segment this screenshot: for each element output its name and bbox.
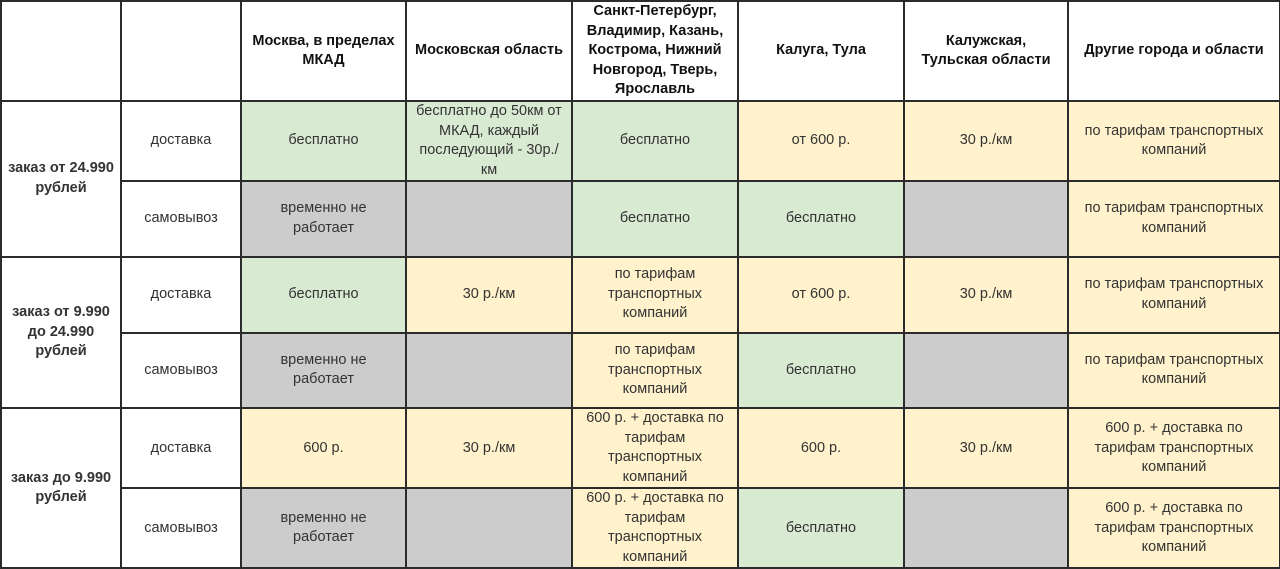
table-row bbox=[1, 488, 1280, 568]
price-cell: по тарифам транспортных компаний bbox=[572, 257, 738, 333]
price-cell: бесплатно bbox=[738, 333, 904, 409]
header-other-cities: Другие города и области bbox=[1068, 1, 1280, 101]
price-cell: по тарифам транспортных компаний bbox=[1068, 101, 1280, 181]
price-cell: временно не работает bbox=[241, 181, 406, 257]
price-cell: от 600 р. bbox=[738, 257, 904, 333]
price-cell: от 600 р. bbox=[738, 101, 904, 181]
price-cell: бесплатно до 50км от МКАД, каждый последующий - 30р./км bbox=[406, 101, 572, 181]
price-cell: по тарифам транспортных компаний bbox=[572, 333, 738, 409]
price-cell: 30 р./км bbox=[406, 257, 572, 333]
header-moscow-mkad: Москва, в пределах МКАД bbox=[241, 1, 406, 101]
method-label: самовывоз bbox=[121, 488, 241, 568]
price-cell bbox=[904, 488, 1068, 568]
price-cell bbox=[406, 488, 572, 568]
price-cell: по тарифам транспортных компаний bbox=[1068, 181, 1280, 257]
method-label: доставка bbox=[121, 408, 241, 488]
price-cell: временно не работает bbox=[241, 488, 406, 568]
price-cell bbox=[406, 181, 572, 257]
price-cell: 30 р./км bbox=[904, 257, 1068, 333]
price-cell: 30 р./км bbox=[406, 408, 572, 488]
order-tier-label: заказ до 9.990 рублей bbox=[1, 408, 121, 568]
price-cell: 30 р./км bbox=[904, 101, 1068, 181]
order-tier-label: заказ от 9.990 до 24.990 рублей bbox=[1, 257, 121, 409]
price-cell bbox=[904, 333, 1068, 409]
price-cell: по тарифам транспортных компаний bbox=[1068, 333, 1280, 409]
header-empty-group bbox=[1, 1, 121, 101]
table-row bbox=[1, 257, 1280, 333]
header-row bbox=[1, 1, 1280, 101]
order-tier-label: заказ от 24.990 рублей bbox=[1, 101, 121, 257]
method-label: самовывоз bbox=[121, 333, 241, 409]
price-cell: 600 р. bbox=[738, 408, 904, 488]
header-spb-and-cities: Санкт-Петербург, Владимир, Казань, Кострома, Нижний Новгород, Тверь, Ярославль bbox=[572, 1, 738, 101]
header-moscow-region: Московская область bbox=[406, 1, 572, 101]
price-cell: бесплатно bbox=[241, 257, 406, 333]
table-row bbox=[1, 333, 1280, 409]
price-cell: 600 р. + доставка по тарифам транспортных компаний bbox=[572, 488, 738, 568]
price-cell bbox=[904, 181, 1068, 257]
price-cell bbox=[406, 333, 572, 409]
price-cell: бесплатно bbox=[738, 181, 904, 257]
price-cell: 600 р. + доставка по тарифам транспортных компаний bbox=[1068, 408, 1280, 488]
price-cell: 600 р. + доставка по тарифам транспортных компаний bbox=[1068, 488, 1280, 568]
method-label: доставка bbox=[121, 257, 241, 333]
table-row bbox=[1, 101, 1280, 181]
price-cell: бесплатно bbox=[241, 101, 406, 181]
table-row bbox=[1, 181, 1280, 257]
header-empty-kind bbox=[121, 1, 241, 101]
method-label: доставка bbox=[121, 101, 241, 181]
price-cell: 30 р./км bbox=[904, 408, 1068, 488]
price-cell: временно не работает bbox=[241, 333, 406, 409]
price-cell: по тарифам транспортных компаний bbox=[1068, 257, 1280, 333]
price-cell: 600 р. bbox=[241, 408, 406, 488]
table-row bbox=[1, 408, 1280, 488]
header-kaluga-tula-regions: Калужская, Тульская области bbox=[904, 1, 1068, 101]
price-cell: бесплатно bbox=[572, 181, 738, 257]
price-cell: 600 р. + доставка по тарифам транспортных компаний bbox=[572, 408, 738, 488]
price-cell: бесплатно bbox=[572, 101, 738, 181]
method-label: самовывоз bbox=[121, 181, 241, 257]
price-cell: бесплатно bbox=[738, 488, 904, 568]
header-kaluga-tula: Калуга, Тула bbox=[738, 1, 904, 101]
